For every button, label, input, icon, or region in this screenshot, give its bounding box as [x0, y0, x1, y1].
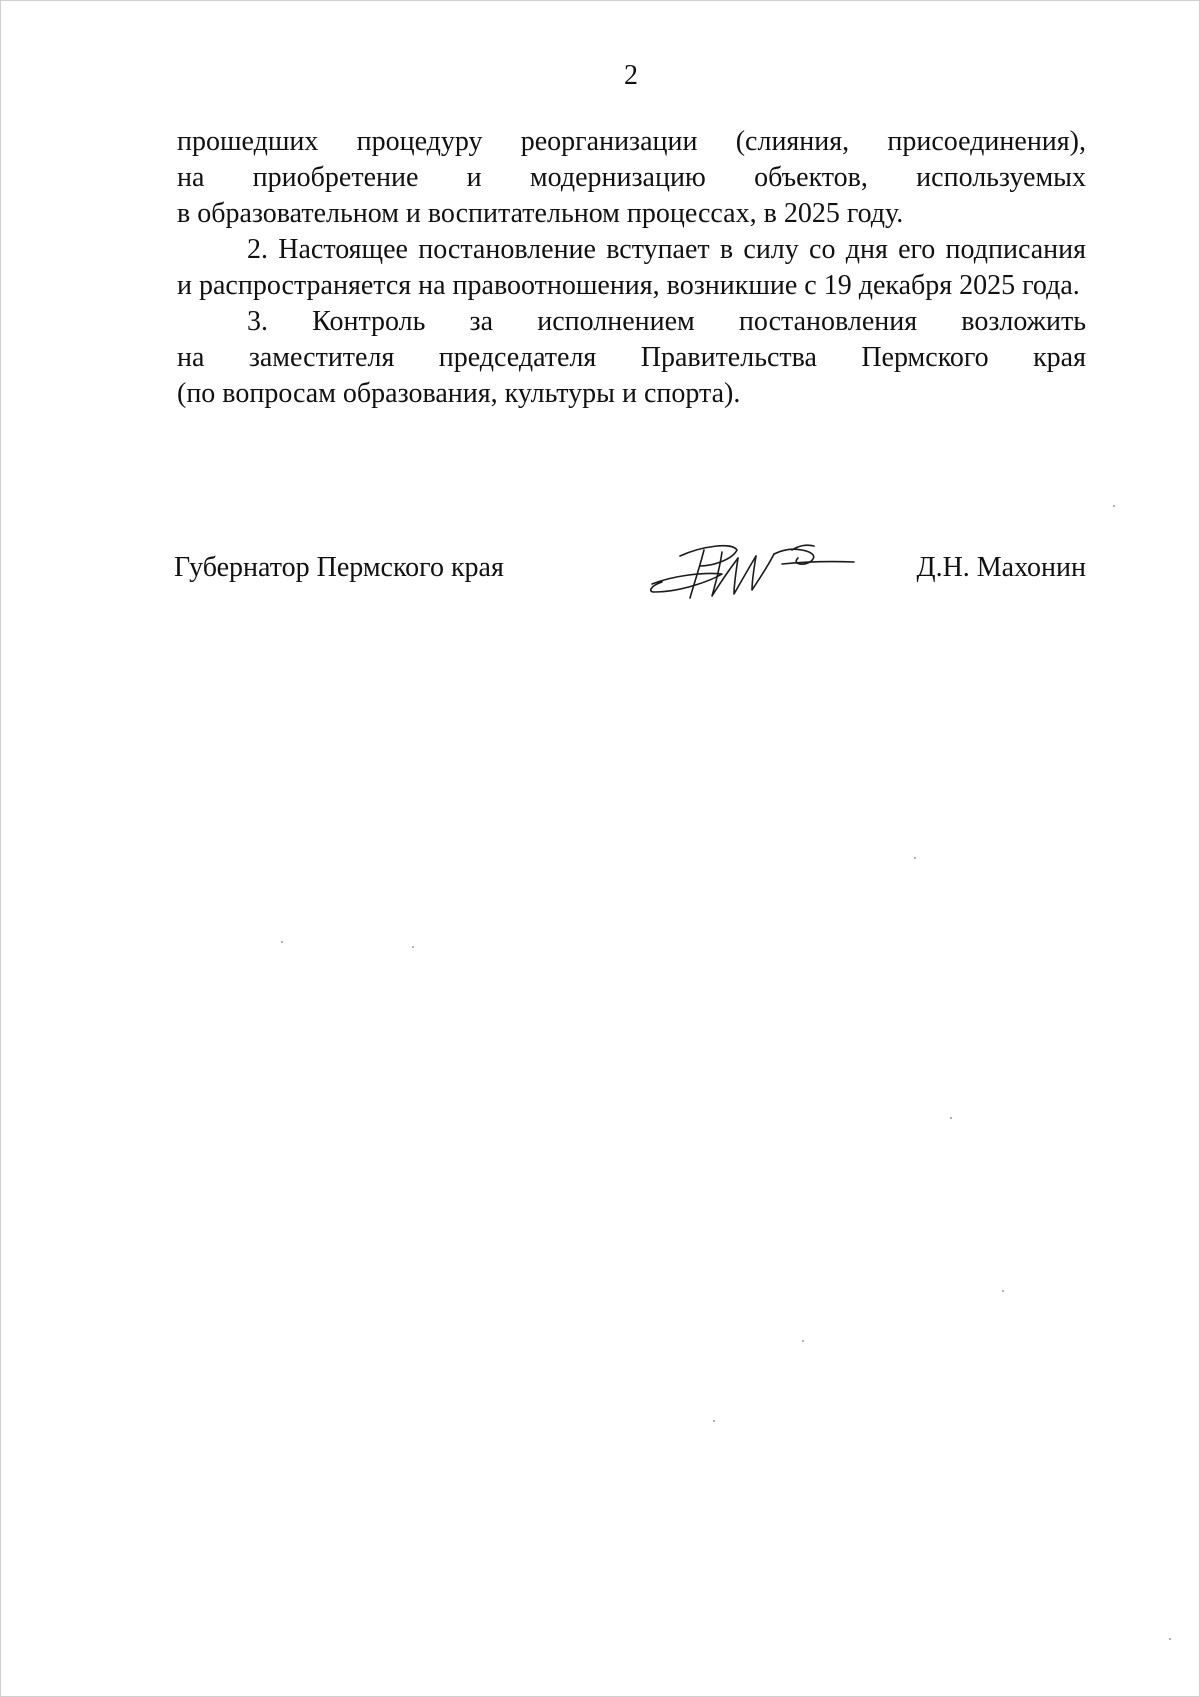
scan-speck	[914, 857, 916, 859]
scan-speck	[1002, 1290, 1004, 1292]
document-body	[177, 124, 1086, 412]
paragraph-3-line-3: (по вопросам образования, культуры и спорта).	[177, 378, 741, 409]
scan-speck	[412, 946, 414, 948]
paragraph-2-line-2: и распространяется на правоотношения, возникшие с 19 декабря 2025 года.	[177, 270, 1080, 301]
paragraph-1-line-2: на приобретение и модернизацию объектов, используемых	[177, 162, 1086, 193]
paragraph-1-line-1: прошедших процедуру реорганизации (слияния, присоединения),	[177, 126, 1086, 157]
paragraph-2	[177, 232, 1086, 304]
paragraph-3-line-1: 3. Контроль за исполнением постановления возложить	[247, 306, 1086, 337]
page-number: 2	[624, 60, 638, 91]
paragraph-3	[177, 304, 1086, 412]
signature-block	[174, 544, 1086, 604]
handwritten-signature-icon	[642, 536, 862, 606]
paragraph-2-line-1: 2. Настоящее постановление вступает в силу со дня его подписания	[247, 234, 1086, 265]
scan-speck	[950, 1117, 952, 1119]
scan-speck	[802, 1340, 804, 1342]
paragraph-1	[177, 124, 1086, 232]
paragraph-3-line-2: на заместителя председателя Правительства Пермского края	[177, 342, 1086, 373]
scan-speck	[281, 941, 283, 943]
signatory-position: Губернатор Пермского края	[174, 552, 504, 583]
scan-speck	[713, 1420, 715, 1422]
paragraph-1-line-3: в образовательном и воспитательном процессах, в 2025 году.	[177, 198, 904, 229]
scan-speck	[1113, 505, 1115, 507]
scan-speck	[1169, 1638, 1171, 1640]
signatory-name: Д.Н. Махонин	[916, 552, 1086, 583]
